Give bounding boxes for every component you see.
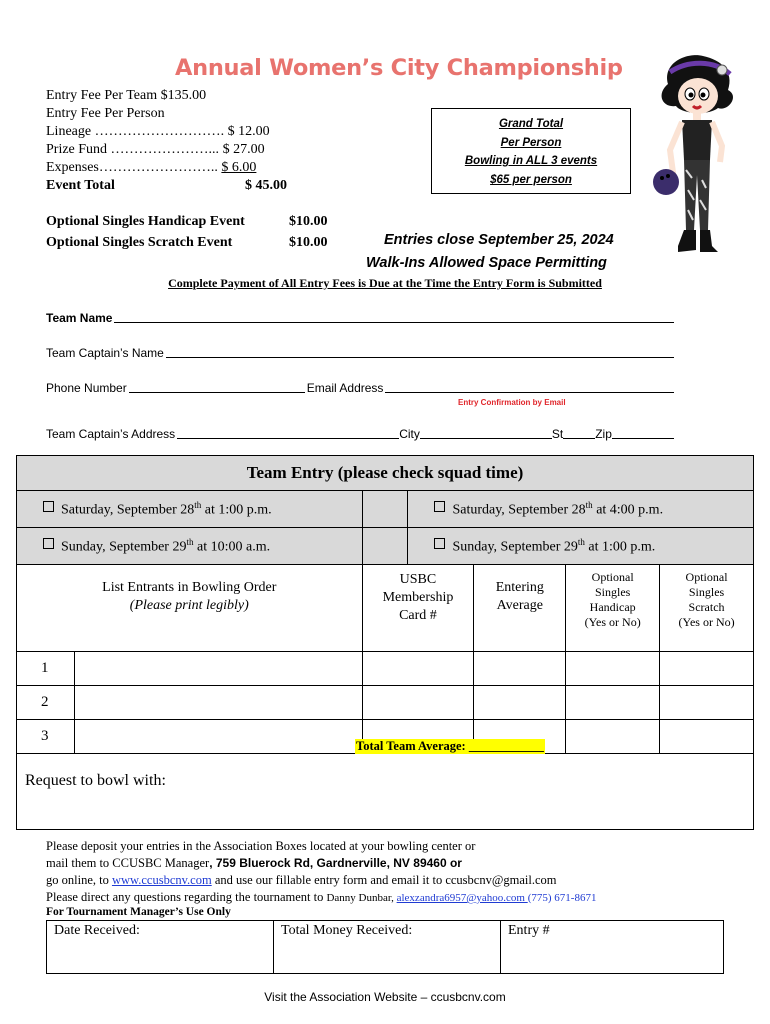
manager-use-table [46, 920, 724, 974]
entry-number-cell[interactable]: Entry # [501, 921, 724, 974]
email-link[interactable]: alexzandra6957@yahoo.com [396, 892, 528, 904]
squad-sat-4pm[interactable]: Saturday, September 28th at 4:00 p.m. [408, 491, 754, 528]
lineage-value: $ 12.00 [227, 124, 270, 139]
checkbox-icon[interactable] [43, 501, 54, 512]
scratch-cell[interactable] [660, 686, 754, 720]
scratch-cell[interactable] [660, 652, 754, 686]
squad-spacer [362, 491, 408, 528]
event-total-value: $ 45.00 [245, 178, 287, 193]
handicap-column-header: Optional Singles Handicap (Yes or No) [566, 565, 660, 652]
lineage-row [46, 124, 270, 140]
optional-scratch-label: Optional Singles Scratch Event [46, 235, 233, 250]
optional-handicap-value: $10.00 [289, 214, 328, 229]
entries-close-notice: Entries close September 25, 2024 [384, 232, 614, 248]
handicap-cell[interactable] [566, 652, 660, 686]
phone-label: Phone Number [46, 381, 127, 395]
phone-email-field[interactable] [46, 380, 674, 395]
squad-sun-10am[interactable]: Sunday, September 29th at 10:00 a.m. [17, 528, 363, 565]
row-number: 3 [17, 720, 75, 754]
expenses-row [46, 160, 256, 176]
row-number: 1 [17, 652, 75, 686]
average-column-header: Entering Average [474, 565, 566, 652]
zip-line[interactable] [612, 426, 674, 439]
deposit-line3: go online, to www.ccusbcnv.com and use our fillable entry form and email it to ccusbcnv@gmail.com [46, 873, 557, 887]
walk-ins-notice: Walk-Ins Allowed Space Permitting [366, 255, 607, 271]
city-label: City [399, 427, 420, 441]
phone-line[interactable] [129, 380, 305, 393]
expenses-value: $ 6.00 [221, 160, 257, 175]
team-name-line[interactable] [114, 310, 674, 323]
total-team-average: Total Team Average: ____________ [356, 739, 544, 753]
email-confirmation-note: Entry Confirmation by Email [458, 398, 566, 407]
address-field[interactable] [46, 426, 674, 441]
entrant-name-cell[interactable] [74, 652, 362, 686]
footer-text: Visit the Association Website – ccusbcnv.com [264, 990, 506, 1004]
person-fee-label: Entry Fee Per Person [46, 106, 165, 121]
row-number: 2 [17, 686, 75, 720]
bowler-mascot-illustration [648, 50, 748, 262]
entrants-column-header: List Entrants in Bowling Order (Please print legibly) [17, 565, 363, 652]
grand-total-line4: $65 per person [490, 173, 572, 186]
page-title: Annual Women’s City Championship [175, 55, 623, 81]
team-entry-table [16, 455, 754, 754]
table-row [17, 652, 754, 686]
deposit-line1: Please deposit your entries in the Association Boxes located at your bowling center or [46, 839, 476, 853]
website-link[interactable]: www.ccusbcnv.com [111, 873, 212, 887]
optional-scratch-value: $10.00 [289, 235, 328, 250]
usbc-card-cell[interactable] [362, 686, 474, 720]
state-line[interactable] [563, 426, 595, 439]
expenses-label: Expenses…………………….. [46, 160, 218, 175]
team-entry-header: Team Entry (please check squad time) [17, 456, 754, 491]
grand-total-line2: Per Person [500, 136, 562, 149]
average-cell[interactable] [474, 652, 566, 686]
usbc-card-cell[interactable] [362, 652, 474, 686]
team-name-field[interactable] [46, 310, 674, 325]
prize-value: $ 27.00 [222, 142, 265, 157]
checkbox-icon[interactable] [434, 538, 445, 549]
grand-total-line3: Bowling in ALL 3 events [464, 155, 598, 167]
optional-scratch-row [46, 235, 328, 251]
handicap-cell[interactable] [566, 686, 660, 720]
deposit-line2: mail them to CCUSBC Manager, 759 Bluerock Rd, Gardnerville, NV 89460 or [46, 856, 462, 870]
captain-name-field[interactable] [46, 345, 674, 360]
captain-name-line[interactable] [166, 345, 674, 358]
mail-address: , 759 Bluerock Rd, Gardnerville, NV 89460 or [209, 856, 462, 870]
scratch-column-header: Optional Singles Scratch (Yes or No) [660, 565, 754, 652]
phone-number: (775) 671-8671 [527, 892, 597, 904]
zip-label: Zip [595, 427, 612, 441]
money-received-cell[interactable]: Total Money Received: [274, 921, 501, 974]
deposit-line4: Please direct any questions regarding the tournament to Danny Dunbar, alexzandra6957@yahoo.com (775) 671-8671 [46, 890, 597, 904]
grand-total-line1: Grand Total [498, 118, 564, 130]
payment-notice: Complete Payment of All Entry Fees is Due at the Time the Entry Form is Submitted [168, 276, 602, 290]
checkbox-icon[interactable] [43, 538, 54, 549]
request-label: Request to bowl with: [25, 772, 166, 789]
date-received-cell[interactable]: Date Received: [47, 921, 274, 974]
lineage-label: Lineage ………………………. [46, 124, 225, 139]
state-label: St [551, 427, 564, 441]
address-label: Team Captain’s Address [46, 427, 176, 441]
squad-spacer [362, 528, 408, 565]
average-cell[interactable] [474, 686, 566, 720]
entrant-name-cell[interactable] [74, 686, 362, 720]
checkbox-icon[interactable] [434, 501, 445, 512]
event-total-row [46, 178, 287, 194]
event-total-label: Event Total [46, 178, 115, 193]
optional-handicap-label: Optional Singles Handicap Event [46, 214, 245, 229]
prize-row [46, 142, 265, 158]
team-name-label: Team Name [46, 311, 113, 325]
team-fee: Entry Fee Per Team $135.00 [46, 88, 207, 103]
address-line[interactable] [177, 426, 399, 439]
captain-name-label: Team Captain’s Name [46, 346, 164, 360]
city-line[interactable] [420, 426, 552, 439]
manager-use-label: For Tournament Manager’s Use Only [46, 906, 231, 918]
table-row [17, 686, 754, 720]
usbc-column-header: USBC Membership Card # [362, 565, 474, 652]
email-label: Email Address [306, 381, 384, 395]
squad-sun-1pm[interactable]: Sunday, September 29th at 1:00 p.m. [408, 528, 754, 565]
grand-total-box [431, 108, 631, 194]
squad-sat-1pm[interactable]: Saturday, September 28th at 1:00 p.m. [17, 491, 363, 528]
optional-handicap-row [46, 214, 328, 230]
email-line[interactable] [385, 380, 674, 393]
prize-label: Prize Fund …………………... [46, 142, 220, 157]
